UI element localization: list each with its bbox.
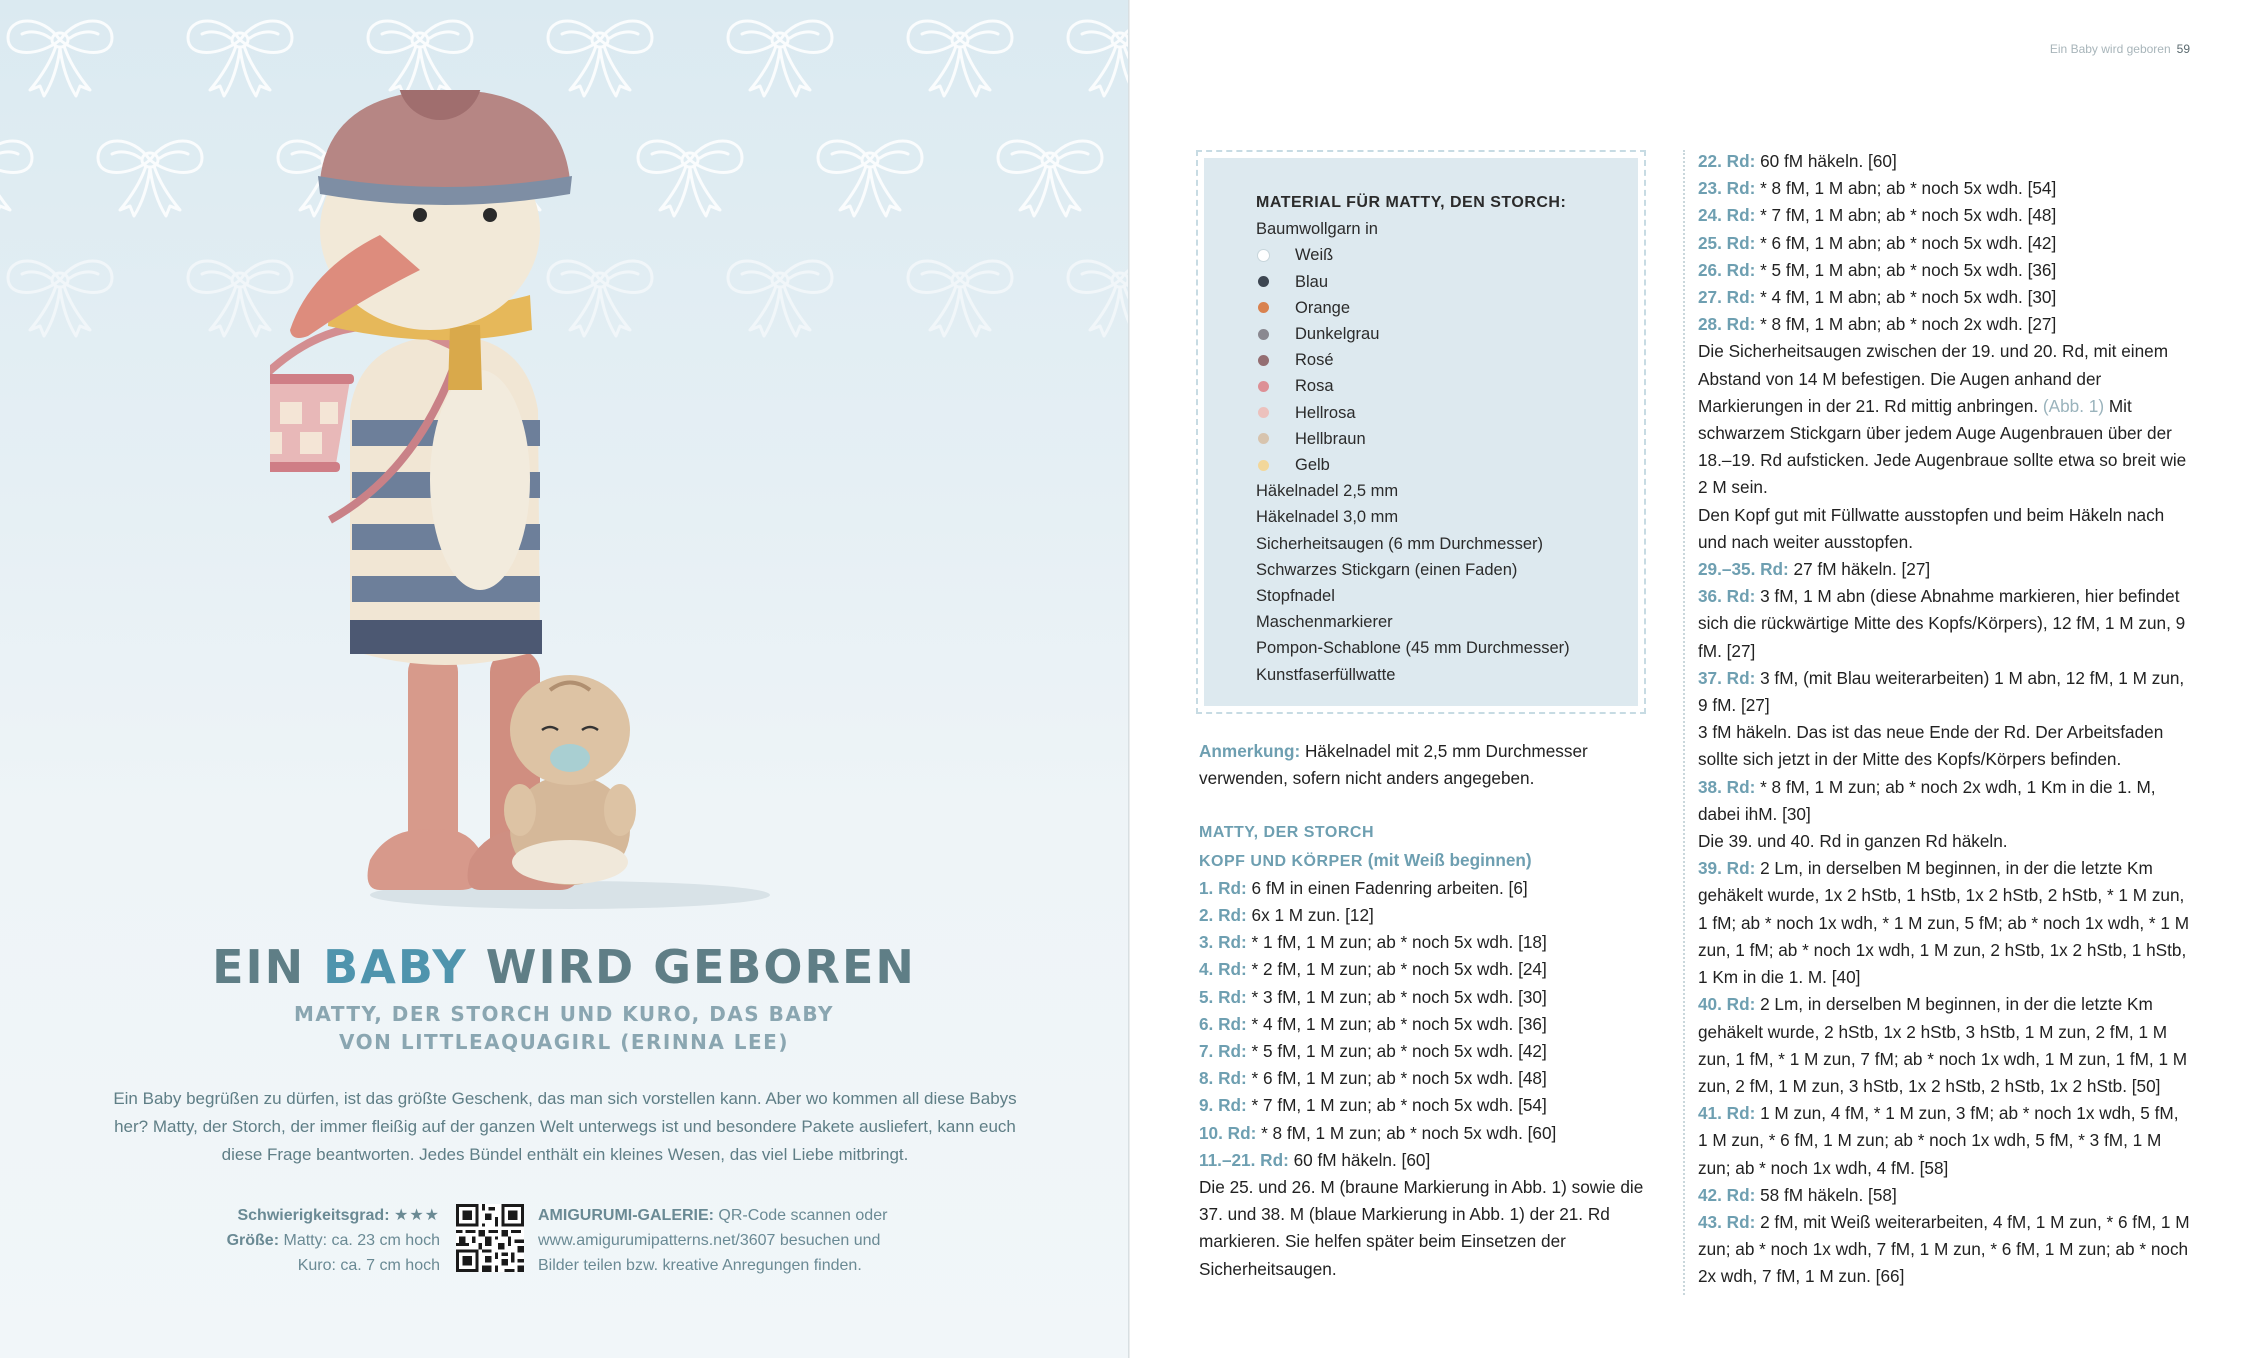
round-row	[1199, 929, 1649, 956]
yarn-item	[1256, 242, 1638, 268]
section-subtitle	[1199, 847, 1649, 875]
round-label: 2. Rd:	[1199, 905, 1247, 926]
title-rest: WIRD GEBOREN	[485, 940, 916, 994]
tool-item: Sicherheitsaugen (6 mm Durchmesser)	[1256, 534, 1544, 553]
round-label: 41. Rd:	[1698, 1103, 1756, 1124]
pattern-specs	[150, 1203, 440, 1278]
round-row	[1698, 284, 2192, 311]
round-label: 29.–35. Rd:	[1698, 559, 1789, 580]
round-row	[1698, 148, 2192, 175]
round-row	[1199, 1147, 1649, 1174]
round-label: 6. Rd:	[1199, 1013, 1247, 1034]
page-gutter	[1128, 0, 1130, 1358]
yarn-item	[1256, 321, 1638, 347]
round-row	[1698, 1209, 2192, 1291]
round-text: * 1 fM, 1 M zun; ab * noch 5x wdh. [18]	[1246, 932, 1547, 953]
yarn-name: Rosé	[1295, 351, 1334, 370]
eyes-text-b: Mit schwarzem Stickgarn über jedem Auge Augenbrauen über der 18.–19. Rd aufsticken. Jede Augenbraue sollte etwa so breit wie 2 M sein.	[1698, 395, 2187, 498]
yarn-intro: Baumwollgarn in	[1256, 220, 1378, 239]
round-label: 24. Rd:	[1698, 205, 1756, 226]
stork-bag	[270, 374, 354, 472]
yarn-item	[1256, 347, 1638, 373]
note-paragraph	[1199, 738, 1649, 792]
gallery-text-3: Bilder teilen bzw. kreative Anregungen finden.	[538, 1257, 862, 1274]
gallery-label: AMIGURUMI-GALERIE:	[538, 1207, 714, 1224]
round-row	[1698, 855, 2192, 991]
material-box	[1196, 150, 1646, 714]
round-text: * 8 fM, 1 M zun; ab * noch 5x wdh. [60]	[1256, 1122, 1557, 1143]
round-text: 27 fM häkeln. [27]	[1788, 559, 1931, 580]
title-word-baby: BABY	[323, 940, 468, 994]
round-label: 25. Rd:	[1698, 232, 1756, 253]
yarn-name: Dunkelgrau	[1295, 325, 1380, 344]
round-label: 8. Rd:	[1199, 1068, 1247, 1089]
round-row	[1199, 1120, 1649, 1147]
column-divider	[1683, 150, 1685, 1295]
round-label: 10. Rd:	[1199, 1122, 1257, 1143]
running-header	[2050, 42, 2190, 56]
round-row	[1199, 875, 1649, 902]
yarn-color-swatch	[1258, 407, 1269, 418]
difficulty-label: Schwierigkeitsgrad:	[237, 1207, 390, 1224]
even-rounds-paragraph: Die 39. und 40. Rd in ganzen Rd häkeln.	[1698, 831, 2008, 852]
yarn-name: Orange	[1295, 298, 1351, 317]
round-label: 42. Rd:	[1698, 1184, 1756, 1205]
yarn-item	[1256, 373, 1638, 399]
round-label: 40. Rd:	[1698, 994, 1756, 1015]
round-label: 23. Rd:	[1698, 178, 1756, 199]
yarn-name: Blau	[1295, 272, 1329, 291]
round-text: 2 Lm, in derselben M beginnen, in der die letzte Km gehäkelt wurde, 2 hStb, 1x 2 hStb, 3 hStb, 1 M zun, 2 fM, 1 M zun, 1 fM, * 1 M zun, 7 fM; ab * noch 1x wdh, 1 M zun, 1 fM, 1 M zun, 2 fM, 1 M zun, 3 hStb, 1x 2 hStb, 2 hStb, 1x 2 hStb. [50]	[1698, 994, 2188, 1096]
round-text: * 7 fM, 1 M zun; ab * noch 5x wdh. [54]	[1246, 1095, 1547, 1116]
tool-list	[1256, 478, 1638, 688]
round-row	[1698, 556, 2192, 583]
round-row	[1199, 902, 1649, 929]
tool-item: Häkelnadel 2,5 mm	[1256, 482, 1399, 501]
title-word-ein: EIN	[212, 940, 306, 994]
round-text: 6x 1 M zun. [12]	[1246, 905, 1374, 926]
round-label: 1. Rd:	[1199, 877, 1247, 898]
eyes-text-a: Die Sicherheitsaugen zwischen der 19. und 20. Rd, mit einem Abstand von 14 M befestigen. Die Augen anhand der Markierungen in der 21. Rd mittig anbringen.	[1698, 341, 2169, 416]
round-list	[1199, 875, 1649, 1174]
gallery-text-1: QR-Code scannen oder	[713, 1207, 888, 1224]
yarn-color-swatch	[1258, 381, 1269, 392]
yarn-color-swatch	[1258, 433, 1269, 444]
round-label: 28. Rd:	[1698, 314, 1756, 335]
round-text: * 2 fM, 1 M zun; ab * noch 5x wdh. [24]	[1246, 959, 1547, 980]
instructions-column-left	[1199, 738, 1649, 1283]
round-text: 2 Lm, in derselben M beginnen, in der die letzte Km gehäkelt wurde, 1x 2 hStb, 1 hStb, 1x 2 hStb, 2 hStb, * 1 M zun, 1 fM; ab * noch 1x wdh, * 1 M zun, 5 fM; ab * noch 1x wdh, * 1 M zun, 1 fM; ab * noch 1x wdh, 1 M zun, 2 hStb, 1x 2 hStb, 1 hStb, 1 Km in die 1. M. [40]	[1698, 858, 2190, 988]
page-number: 59	[2176, 42, 2190, 56]
tool-item: Pompon-Schablone (45 mm Durchmesser)	[1256, 639, 1570, 658]
round-text: 3 fM, 1 M abn (diese Abnahme markieren, hier befindet sich die rückwärtige Mitte des Kopfs/Körpers), 12 fM, 1 M zun, 9 fM. [27]	[1698, 586, 2186, 661]
tool-item: Stopfnadel	[1256, 587, 1335, 606]
round-text: 1 M zun, 4 fM, * 1 M zun, 3 fM; ab * noch 1x wdh, 5 fM, 1 M zun, * 6 fM, 1 M zun; ab * noch 1x wdh, 5 fM, * 3 fM, 1 M zun; ab * noch 1x wdh, 4 fM. [58]	[1698, 1103, 2179, 1178]
round-label: 11.–21. Rd:	[1199, 1149, 1289, 1170]
difficulty-stars: ★★★	[393, 1207, 440, 1224]
tool-item: Häkelnadel 3,0 mm	[1256, 508, 1399, 527]
round-text: * 8 fM, 1 M abn; ab * noch 5x wdh. [54]	[1755, 178, 2057, 199]
round-row	[1199, 984, 1649, 1011]
note-label: Anmerkung:	[1199, 741, 1301, 761]
instructions-column-right	[1698, 148, 2192, 1291]
round-row	[1698, 1100, 2192, 1182]
yarn-color-swatch	[1258, 329, 1269, 340]
size-matty: Matty: ca. 23 cm hoch	[283, 1232, 440, 1249]
round-label: 43. Rd:	[1698, 1211, 1756, 1232]
round-text: 2 fM, mit Weiß weiterarbeiten, 4 fM, 1 M zun, * 6 fM, 1 M zun; ab * noch 1x wdh, 7 fM, 1 M zun, * 6 fM, 1 M zun; ab * noch 2x wdh, 7 fM, 1 M zun. [66]	[1698, 1211, 2190, 1287]
section-subtitle-main: KOPF UND KÖRPER	[1199, 852, 1363, 870]
round-text: * 5 fM, 1 M zun; ab * noch 5x wdh. [42]	[1246, 1041, 1547, 1062]
round-list	[1698, 855, 2192, 1290]
round-text: * 7 fM, 1 M abn; ab * noch 5x wdh. [48]	[1755, 205, 2057, 226]
round-row	[1698, 774, 2192, 828]
round-label: 3. Rd:	[1199, 932, 1247, 953]
yarn-item	[1256, 269, 1638, 295]
round-text: * 6 fM, 1 M zun; ab * noch 5x wdh. [48]	[1246, 1068, 1547, 1089]
round-text: * 8 fM, 1 M abn; ab * noch 2x wdh. [27]	[1755, 314, 2057, 335]
round-row	[1199, 1011, 1649, 1038]
round-row	[1199, 1065, 1649, 1092]
material-list	[1204, 158, 1638, 706]
amigurumi-photo	[270, 90, 850, 920]
round-text: * 4 fM, 1 M abn; ab * noch 5x wdh. [30]	[1755, 287, 2057, 308]
round-label: 22. Rd:	[1698, 151, 1756, 171]
marker-note: Die 25. und 26. M (braune Markierung in Abb. 1) sowie die 37. und 38. M (blaue Markierung in Abb. 1) der 21. Rd markieren. Sie helfen später beim Einsetzen der Sicherheitsaugen.	[1199, 1177, 1644, 1279]
section-title: MATTY, DER STORCH	[1199, 824, 1375, 842]
round-label: 27. Rd:	[1698, 287, 1756, 308]
subtitle-line-1: MATTY, DER STORCH UND KURO, DAS BABY	[293, 1002, 834, 1026]
yarn-color-swatch	[1258, 250, 1269, 261]
yarn-list	[1256, 242, 1638, 478]
round-label: 4. Rd:	[1199, 959, 1247, 980]
qr-code-icon[interactable]	[456, 1204, 524, 1272]
round-list	[1698, 148, 2192, 338]
note-text: Häkelnadel mit 2,5 mm Durchmesser verwenden, sofern nicht anders angegeben.	[1199, 741, 1588, 789]
yarn-item	[1256, 426, 1638, 452]
round-row	[1698, 230, 2192, 257]
round-list	[1698, 556, 2192, 719]
round-text: 60 fM häkeln. [60]	[1288, 1149, 1431, 1170]
round-label: 39. Rd:	[1698, 858, 1756, 879]
yarn-name: Hellrosa	[1295, 403, 1356, 422]
round-row	[1698, 991, 2192, 1100]
running-header-title: Ein Baby wird geboren	[2049, 42, 2171, 56]
yarn-color-swatch	[1258, 302, 1269, 313]
round-text: * 6 fM, 1 M abn; ab * noch 5x wdh. [42]	[1755, 232, 2057, 253]
gallery-url[interactable]: www.amigurumipatterns.net/3607 besuchen und	[538, 1232, 881, 1249]
round-label: 5. Rd:	[1199, 986, 1247, 1007]
round-text: * 3 fM, 1 M zun; ab * noch 5x wdh. [30]	[1246, 986, 1547, 1007]
round-row	[1199, 956, 1649, 983]
eyes-paragraph	[1698, 338, 2192, 501]
round-row	[1199, 1038, 1649, 1065]
tool-item: Kunstfaserfüllwatte	[1256, 665, 1396, 684]
figure-reference: (Abb. 1)	[2042, 395, 2105, 416]
round-row	[1698, 665, 2192, 719]
round-row	[1698, 1182, 2192, 1209]
round-label: 37. Rd:	[1698, 667, 1756, 688]
round-text: 3 fM, (mit Blau weiterarbeiten) 1 M abn, 12 fM, 1 M zun, 9 fM. [27]	[1698, 667, 2185, 716]
stuffing-paragraph: Den Kopf gut mit Füllwatte ausstopfen und beim Häkeln nach und nach weiter ausstopfen.	[1698, 504, 2165, 552]
round-row	[1698, 257, 2192, 284]
round-row	[1698, 311, 2192, 338]
intro-paragraph: Ein Baby begrüßen zu dürfen, ist das größte Geschenk, das man sich vorstellen kann. Aber wo kommen all diese Babys her? Matty, der Storch, der immer fleißig auf der ganzen Welt unterwegs ist und besondere Pakete ausliefert, kann euch diese Frage beantworten. Jedes Bündel enthält ein kleines Wesen, das viel Liebe mitbringt.	[113, 1089, 1017, 1164]
amigurumi-gallery-info	[538, 1203, 958, 1278]
round-label: 9. Rd:	[1199, 1095, 1247, 1116]
subtitle-line-2: VON LITTLEAQUAGIRL (ERINNA LEE)	[339, 1030, 789, 1054]
round-row	[1199, 1092, 1649, 1119]
round-label: 36. Rd:	[1698, 586, 1756, 607]
size-label: Größe:	[226, 1232, 280, 1249]
yarn-color-swatch	[1258, 355, 1269, 366]
yarn-name: Gelb	[1295, 456, 1330, 475]
stork-hat	[318, 90, 572, 205]
round-row	[1698, 175, 2192, 202]
round-text: 58 fM häkeln. [58]	[1755, 1184, 1897, 1205]
section-subtitle-note: (mit Weiß beginnen)	[1362, 849, 1532, 870]
tool-item: Maschenmarkierer	[1256, 613, 1393, 632]
yarn-item	[1256, 295, 1638, 321]
yarn-name: Weiß	[1295, 246, 1334, 265]
yarn-name: Rosa	[1295, 377, 1334, 396]
round-text: 6 fM in einen Fadenring arbeiten. [6]	[1246, 877, 1528, 898]
yarn-color-swatch	[1258, 276, 1269, 287]
round-row	[1698, 202, 2192, 229]
round-label: 38. Rd:	[1698, 776, 1756, 797]
round-row	[1698, 583, 2192, 665]
page-title	[0, 940, 1128, 994]
stork-wing	[430, 370, 530, 590]
material-heading: MATERIAL FÜR MATTY, DEN STORCH:	[1256, 194, 1567, 211]
yarn-color-swatch	[1258, 460, 1269, 471]
round-text: * 4 fM, 1 M zun; ab * noch 5x wdh. [36]	[1246, 1013, 1547, 1034]
round-text: * 8 fM, 1 M zun; ab * noch 2x wdh, 1 Km in die 1. M, dabei ihM. [30]	[1698, 776, 2156, 824]
shift-paragraph: 3 fM häkeln. Das ist das neue Ende der Rd. Der Arbeitsfaden sollte sich jetzt in der Mitte des Kopfs/Körpers befinden.	[1698, 722, 2164, 770]
yarn-name: Hellbraun	[1295, 429, 1366, 448]
tool-item: Schwarzes Stickgarn (einen Faden)	[1256, 560, 1518, 579]
round-label: 7. Rd:	[1199, 1041, 1247, 1062]
round-text: * 5 fM, 1 M abn; ab * noch 5x wdh. [36]	[1755, 259, 2057, 280]
round-label: 26. Rd:	[1698, 259, 1756, 280]
yarn-item	[1256, 400, 1638, 426]
round-text: 60 fM häkeln. [60]	[1755, 151, 1897, 171]
size-kuro: Kuro: ca. 7 cm hoch	[297, 1257, 440, 1274]
yarn-item	[1256, 452, 1638, 478]
